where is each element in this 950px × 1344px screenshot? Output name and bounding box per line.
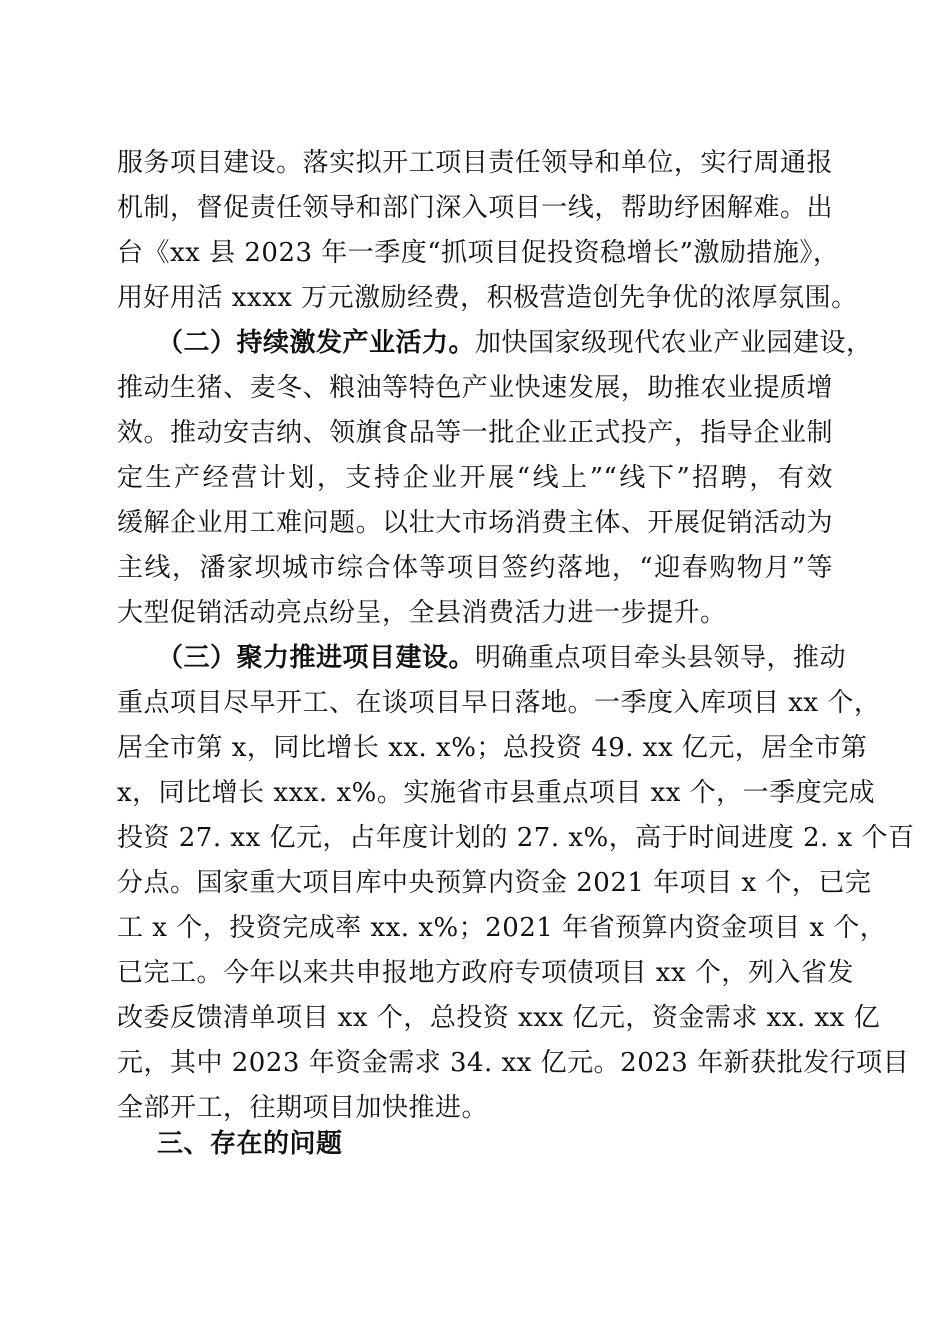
paragraph-line: 缓解企业用工难问题。以壮大市场消费主体、开展促销活动为 bbox=[117, 508, 833, 538]
paragraph-line: 已完工。今年以来共申报地方政府专项债项目 xx 个，列入省发 bbox=[117, 958, 854, 988]
paragraph-line: 重点项目尽早开工、在谈项目早日落地。一季度入库项目 xx 个， bbox=[117, 688, 881, 718]
paragraph-line: 投资 27. xx 亿元，占年度计划的 27. x%，高于时间进度 2. x 个百 bbox=[117, 823, 915, 853]
paragraph-line: 定生产经营计划，支持企业开展“线上”“线下”招聘，有效 bbox=[117, 463, 833, 493]
paragraph-first-line bbox=[157, 641, 847, 675]
paragraph-line: 效。推动安吉纳、领旗食品等一批企业正式投产，指导企业制 bbox=[117, 418, 833, 448]
paragraph-text: 明确重点项目牵头县领导，推动 bbox=[475, 643, 847, 673]
paragraph-line: 推动生猪、麦冬、粮油等特色产业快速发展，助推农业提质增 bbox=[117, 373, 833, 403]
paragraph-first-line bbox=[157, 326, 873, 360]
paragraph-line: 工 x 个，投资完成率 xx. x%；2021 年省预算内资金项目 x 个， bbox=[117, 913, 887, 943]
paragraph-line: 服务项目建设。落实拟开工项目责任领导和单位，实行周通报 bbox=[117, 148, 833, 178]
paragraph-line: 元，其中 2023 年资金需求 34. xx 亿元。2023 年新获批发行项目 bbox=[117, 1048, 910, 1078]
paragraph-heading: （三）聚力推进项目建设。 bbox=[157, 643, 476, 673]
paragraph-line: 用好用活 xxxx 万元激励经费，积极营造创先争优的浓厚氛围。 bbox=[117, 283, 858, 313]
paragraph-line: 机制，督促责任领导和部门深入项目一线，帮助纾困解难。出 bbox=[117, 193, 833, 223]
paragraph-line: 全部开工，往期项目加快推进。 bbox=[117, 1093, 489, 1123]
paragraph-line: 分点。国家重大项目库中央预算内资金 2021 年项目 x 个，已完 bbox=[117, 868, 872, 898]
paragraph-heading: （二）持续激发产业活力。 bbox=[157, 328, 476, 358]
paragraph-line: 主线，潘家坝城市综合体等项目签约落地，“迎春购物月”等 bbox=[117, 553, 833, 583]
paragraph-line: x，同比增长 xxx. x%。实施省市县重点项目 xx 个，一季度完成 bbox=[117, 778, 876, 808]
paragraph-line: 改委反馈清单项目 xx 个，总投资 xxx 亿元，资金需求 xx. xx 亿 bbox=[117, 1003, 881, 1033]
paragraph-line: 大型促销活动亮点纷呈，全县消费活力进一步提升。 bbox=[117, 598, 727, 628]
paragraph-line: 居全市第 x，同比增长 xx. x%；总投资 49. xx 亿元，居全市第 bbox=[117, 733, 868, 763]
paragraph-text: 加快国家级现代农业产业园建设， bbox=[475, 328, 873, 358]
paragraph-line: 台《xx 县 2023 年一季度“抓项目促投资稳增长”激励措施》， bbox=[117, 238, 840, 268]
section-heading: 三、存在的问题 bbox=[157, 1129, 343, 1159]
